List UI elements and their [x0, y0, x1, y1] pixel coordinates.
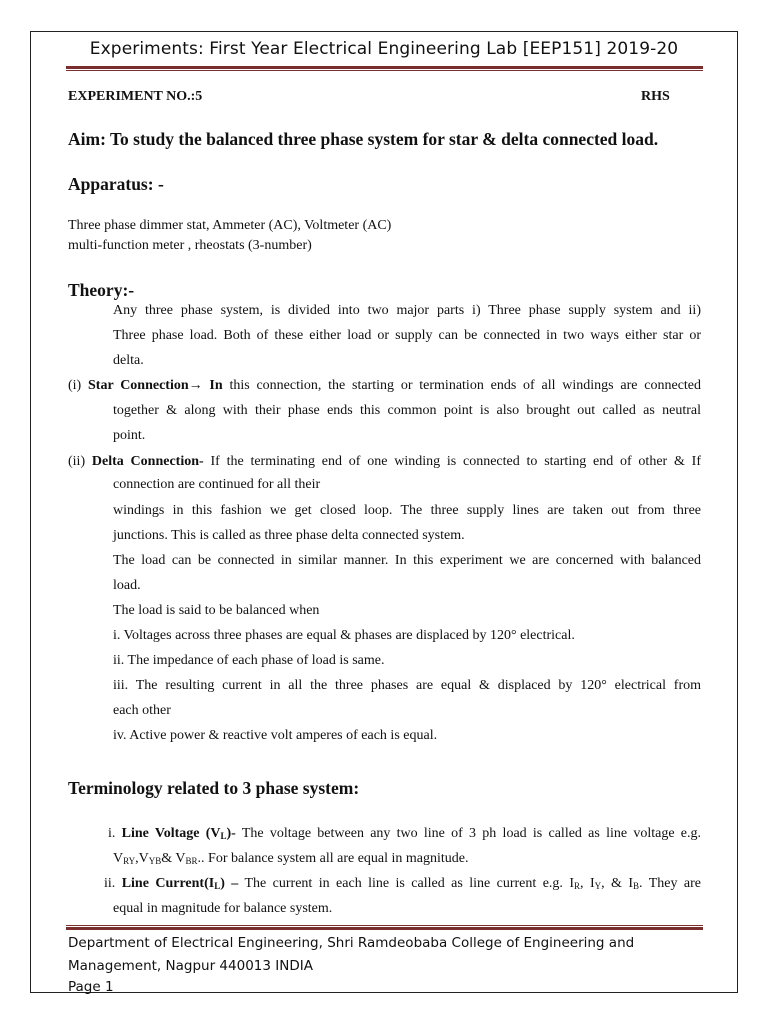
experiment-number: EXPERIMENT NO.:5 [68, 89, 203, 104]
label-text: )- [226, 826, 236, 841]
apparatus-line: multi-function meter , rheostats (3-number) [68, 238, 312, 253]
apparatus-line: Three phase dimmer stat, Ammeter (AC), Voltmeter (AC) [68, 218, 392, 233]
theory-heading: Theory:- [68, 280, 135, 300]
label-text: Line Current(I [121, 876, 215, 891]
footer-address: Management, Nagpur 440013 INDIA [68, 958, 313, 974]
page-number: Page 1 [68, 979, 114, 995]
delta-connection-line: junctions. This is called as three phase delta connected system. [113, 528, 465, 543]
label-subscript: L [214, 881, 221, 891]
delta-connection-line: The load can be connected in similar manner. In this experiment we are concerned with balanced [113, 553, 701, 568]
footer-rule-thick [66, 927, 703, 930]
subscript: BR [185, 856, 198, 866]
delta-connection-label: Delta Connection- [91, 454, 204, 469]
line-current-text: The current in each line is called as line current e.g. I [238, 876, 574, 891]
balanced-condition: each other [113, 703, 171, 718]
balanced-condition: ii. The impedance of each phase of load is same. [113, 653, 385, 668]
subscript: Y [594, 881, 602, 891]
line-voltage-label [122, 826, 236, 841]
theory-intro-line: Any three phase system, is divided into two major parts i) Three phase supply system and ii) [113, 303, 701, 318]
subscript: RY [123, 856, 136, 866]
delta-connection-line: The load is said to be balanced when [113, 603, 320, 618]
header-rule-thin [66, 70, 703, 71]
delta-prefix: (ii) [68, 454, 92, 469]
balanced-condition: iii. The resulting current in all the three phases are equal & displaced by 120° electrical from [113, 678, 701, 693]
label-text: Line Voltage (V [121, 826, 221, 841]
star-connection-label: Star Connection→ In [88, 378, 223, 393]
line-voltage-item [108, 826, 701, 842]
line-current-label [122, 876, 239, 891]
line-current-line: equal in magnitude for balance system. [113, 901, 333, 916]
line-voltage-line [113, 851, 469, 867]
delta-text: If the terminating end of one winding is connected to starting end of other & If [203, 454, 701, 469]
apparatus-heading: Apparatus: - [68, 174, 164, 194]
star-connection-line: point. [113, 428, 146, 443]
star-text: this connection, the starting or termination ends of all windings are connected [222, 378, 702, 393]
header-rule-thick [66, 66, 703, 69]
delta-connection-line [68, 454, 701, 470]
symbol: V [113, 851, 124, 866]
line-current-text: , & I [601, 876, 634, 891]
line-voltage-text: The voltage between any two line of 3 ph load is called as line voltage e.g. [235, 826, 701, 841]
footer-department: Department of Electrical Engineering, Shri Ramdeobaba College of Engineering and [68, 935, 635, 951]
footer-rule-thin [66, 925, 703, 926]
star-connection-line: together & along with their phase ends this common point is also brought out called as neutral [113, 403, 701, 418]
balanced-condition: i. Voltages across three phases are equal & phases are displaced by 120° electrical. [113, 628, 575, 643]
experiment-tag: RHS [641, 89, 670, 104]
item-number: i. [108, 826, 122, 841]
page-header: Experiments: First Year Electrical Engineering Lab [EEP151] 2019-20 [89, 39, 679, 59]
label-subscript: L [220, 831, 227, 841]
symbol: & V [161, 851, 186, 866]
delta-connection-line: windings in this fashion we get closed loop. The three supply lines are taken out from three [113, 503, 701, 518]
line-current-item [104, 876, 701, 892]
item-number: ii. [104, 876, 122, 891]
label-text: ) – [220, 876, 239, 891]
delta-connection-line: connection are continued for all their [113, 477, 321, 492]
subscript: R [574, 881, 581, 891]
terminology-heading: Terminology related to 3 phase system: [68, 778, 360, 798]
star-connection-line [68, 378, 701, 394]
subscript: YB [148, 856, 162, 866]
aim-heading: Aim: To study the balanced three phase system for star & delta connected load. [68, 129, 659, 149]
star-prefix: (i) [68, 378, 88, 393]
line-current-text: , I [580, 876, 595, 891]
line-voltage-text: .. For balance system all are equal in magnitude. [197, 851, 469, 866]
delta-connection-line: load. [113, 578, 141, 593]
symbol: ,V [135, 851, 149, 866]
balanced-condition: iv. Active power & reactive volt amperes of each is equal. [113, 728, 438, 743]
subscript: B [633, 881, 640, 891]
line-current-text: . They are [639, 876, 701, 891]
theory-intro-line: delta. [113, 353, 144, 368]
theory-intro-line: Three phase load. Both of these either load or supply can be connected in two ways either star or [113, 328, 701, 343]
